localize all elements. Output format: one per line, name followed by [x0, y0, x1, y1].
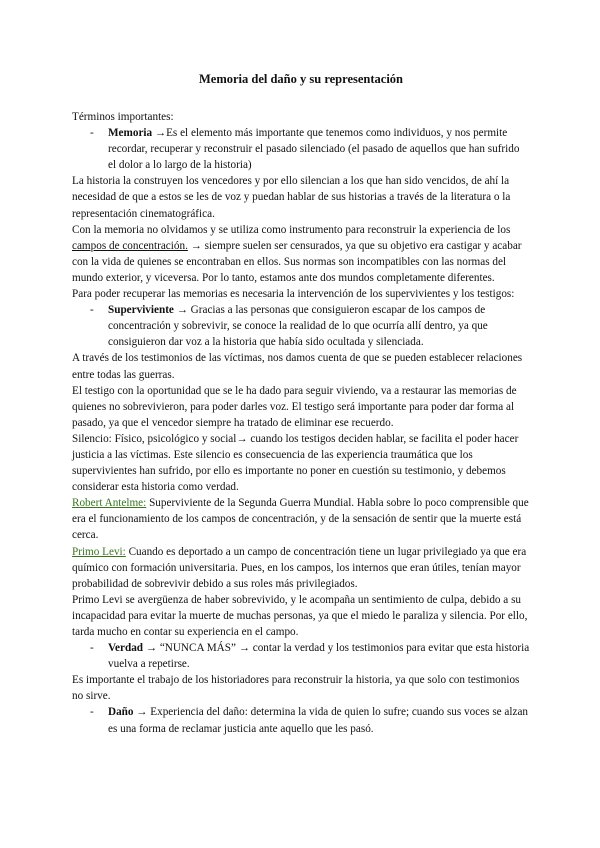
paragraph-historiadores: Es importante el trabajo de los historiadores para reconstruir la historia, ya que solo con testimonios no sirve. [72, 674, 520, 703]
paragraph-testimonios: A través de los testimonios de las víctimas, nos damos cuenta de que se pueden establecer relaciones entre todas las guerras. [72, 352, 523, 381]
bullet-dash: - [90, 706, 94, 719]
campos-link[interactable]: campos de concentración. [72, 239, 188, 252]
term-superviviente: Superviviente [108, 304, 174, 317]
bullet-superviviente [72, 302, 530, 350]
paragraph-text: Con la memoria no olvidamos y se utiliza como instrumento para reconstruir la experiencia de los [72, 223, 511, 236]
bullet-dash: - [90, 642, 94, 655]
bullet-text: → Experiencia del daño: determina la vida de quien lo sufre; cuando sus voces se alzan es una forma de reclamar justicia ante aquello que les pasó. [108, 706, 529, 735]
paragraph-memoria-campos [72, 222, 530, 286]
bullet-text: → Gracias a las personas que consiguieron escapar de los campos de concentración y sobrevivir, se conoce la realidad de lo que ocurría allí dentro, ya que consiguieron dar voz a la historia que había sido ocultada y silenciada. [108, 304, 488, 349]
bullet-dash: - [90, 304, 94, 317]
robert-antelme-link[interactable]: Robert Antelme: [72, 497, 147, 510]
bullet-text: →Es el elemento más importante que tenemos como individuos, y nos permite recordar, recuperar y reconstruir el pasado silenciado (el pasado de aquellos que han sufrido el dolor a lo largo de la historia) [108, 127, 520, 172]
paragraph-text: → siempre suelen ser censurados, ya que su objetivo era castigar y acabar con la vida de quienes se encontraban en ellos. Sus normas son incompatibles con las normas del mundo exterior, y viceversa. Por lo tanto, estamos ante dos mundos completamente diferentes. [72, 239, 522, 284]
primo-levi-link[interactable]: Primo Levi: [72, 545, 126, 558]
paragraph-culpa: Primo Levi se avergüenza de haber sobrevivido, y le acompaña un sentimiento de culpa, debido a su incapacidad para evitar la muerte de muchas personas, ya que el miedo le paraliza y silencia. Por ello, tarda mucho en contar su experiencia en el campo. [72, 593, 528, 638]
paragraph-primo-levi [72, 544, 530, 592]
paragraph-text: Cuando es deportado a un campo de concentración tiene un lugar privilegiado ya que era químico con formación universitaria. Pues, en los campos, los internos que eran útiles, tenían mayor probabilidad de sobrevivir debido a sus roles más privilegiados. [72, 545, 527, 590]
bullet-memoria [72, 125, 530, 173]
paragraph-antelme [72, 495, 530, 543]
paragraph-silencio: Silencio: Físico, psicológico y social→ cuando los testigos deciden hablar, se facilita el poder hacer justicia a las víctimas. Este silencio es consecuencia de las experiencia traumática que los supervivientes han sufrido, por ello es importante no poner en cuestión su testimonio, y debemos considerar esta historia como verdad. [72, 432, 519, 494]
term-memoria: Memoria [108, 127, 153, 140]
term-dano: Daño [108, 706, 134, 719]
bullet-dash: - [90, 127, 94, 140]
term-verdad: Verdad [108, 642, 144, 655]
bullet-dano [72, 704, 530, 736]
paragraph-vencedores: La historia la construyen los vencedores y por ello silencian a los que han sido vencidos, de ahí la necesidad de que a estos se les de voz y puedan hablar de sus historias a través de la literatura o la representación cinematográfica. [72, 175, 511, 220]
bullet-text: → “NUNCA MÁS” → contar la verdad y los testimonios para evitar que esta historia vuelva a repetirse. [108, 642, 530, 671]
intro-heading: Términos importantes: [72, 111, 174, 123]
paragraph-text: Superviviente de la Segunda Guerra Mundial. Habla sobre lo poco comprensible que era el funcionamiento de los campos de concentración, y de la sensación de sentir que la muerte está cerca. [72, 497, 529, 542]
paragraph-testigo: El testigo con la oportunidad que se le ha dado para seguir viviendo, va a restaurar las memorias de quienes no sobrevivieron, para poder darles voz. El testigo será importante para poder dar forma al pasado, ya que el vencedor siempre ha tratado de eliminar ese recuerdo. [72, 384, 517, 429]
bullet-verdad [72, 640, 530, 672]
document-title: Memoria del daño y su representación [198, 72, 404, 86]
paragraph-supervivientes-testigos: Para poder recuperar las memorias es necesaria la intervención de los supervivientes y los testigos: [72, 288, 515, 301]
